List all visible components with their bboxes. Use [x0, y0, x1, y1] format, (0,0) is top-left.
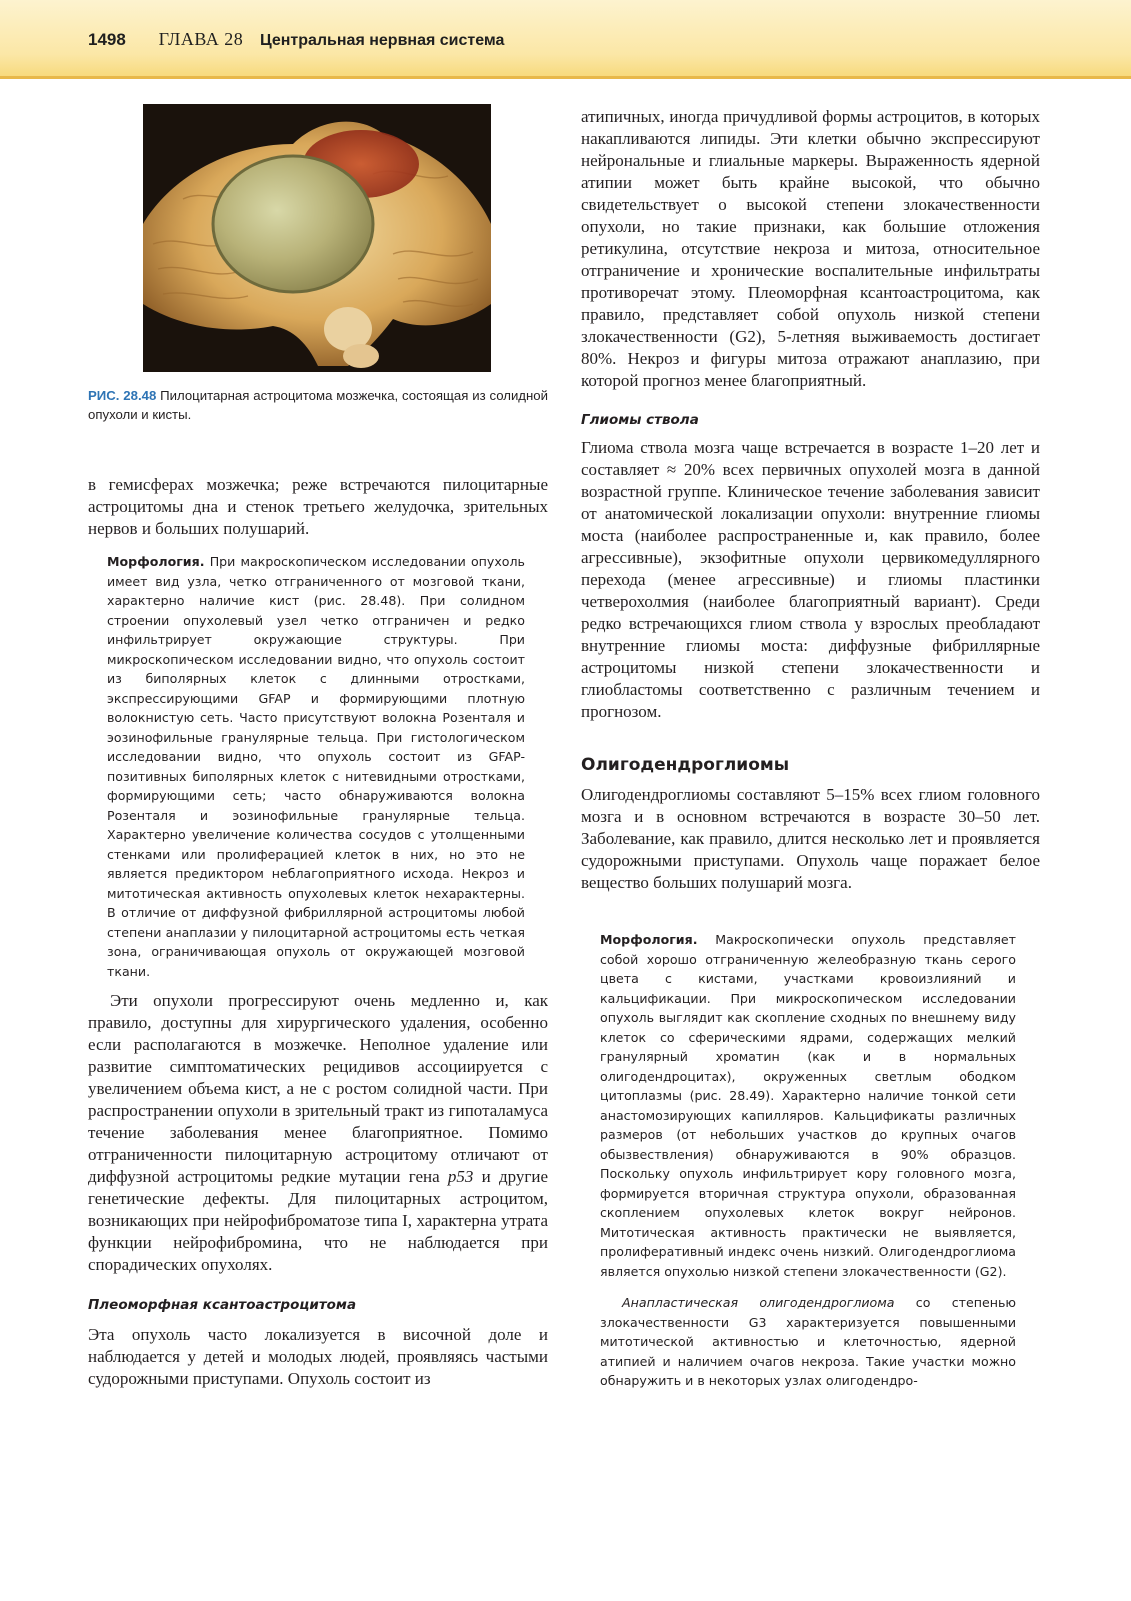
- figure-caption-text: Пилоцитарная астроцитома мозжечка, состоящая из солидной опухоли и кисты.: [88, 388, 548, 422]
- left-morphology-text: При макроскопическом исследовании опухоль имеет вид узла, четко отграниченного от мозговой ткани, характерно наличие кист (рис. 28.48). При солидном строении опухолевый узел четко отграничен и редко инфильтрирует окружающие структуры. При микроскопическом исследовании видно, что опухоль состоит из биполярных клеток с длинными отростками, экспрессирующими GFAP и формирующими плотную волокнистую сеть. Часто присутствуют волокна Розенталя и эозинофильные гранулярные тельца. При гистологическом исследовании видно, что опухоль состоит из GFAP-позитивных биполярных клеток с нитевидными отростками, формирующими сеть; часто обнаруживаются волокна Розенталя и эозинофильные гранулярные тельца. Характерно увеличение количества сосудов с утолщенными стенками или пролиферацией клеток в них, но это не является предиктором неблагоприятного исхода. Некроз и митотическая активность опухолевых клеток нехарактерны. В отличие от диффузной фибриллярной астроцитомы любой степени анаплазии у пилоцитарной астроцитомы есть четкая зона, ограничивающая опухоль от окружающей мозговой ткани.: [107, 554, 525, 979]
- right-morphology-text: Макроскопически опухоль представляет собой хорошо отграниченную желеобразную ткань серого цвета с кистами, участками кровоизлияний и кальцификации. При микроскопическом исследовании опухоль выглядит как скопление сходных по внешнему виду клеток со сферическими ядрами, содержащих мелкий гранулярный хроматин (как и в нормальных олигодендроцитах), окруженных светлым ободком цитоплазмы (рис. 28.49). Характерно наличие тонкой сети анастомозирующих капилляров. Кальцификаты различных размеров (от небольших участков до крупных очагов обызвествления) обнаруживаются в 90% образцов. Поскольку опухоль инфильтрирует кору головного мозга, формируется вторичная структура опухоли, образованная скоплением опухолевых клеток вокруг нейронов. Митотическая активность практически не выявляется, пролиферативный индекс очень низкий. Олигодендроглиома является опухолью низкой степени злокачественности (G2).: [600, 932, 1016, 1279]
- chapter-label: ГЛАВА 28: [158, 29, 244, 49]
- right-paragraph-2: Глиома ствола мозга чаще встречается в возрасте 1–20 лет и составляет ≈ 20% всех первичных опухолей мозга в данной возрастной группе. Клиническое течение заболевания зависит от анатомической локализации опухоли: внутренние глиомы моста (наиболее распространенные и, как правило, более агрессивные), экзофитные опухоли цервикомедуллярного перехода (менее агрессивные) и глиомы пластинки четверохолмия (наиболее благоприятный вариант). Среди редко встречающихся глиом ствола у взрослых преобладают внутренние глиомы моста: диффузные фибриллярные астроцитомы низкой степени злокачественности и глиобластомы соответственно с различным течением и прогнозом.: [581, 438, 1040, 721]
- left-morphology-label: Морфология.: [107, 554, 205, 569]
- right-morphology-anaplastic: [600, 1293, 1016, 1391]
- left-paragraph-2-a: Эти опухоли прогрессируют очень медленно и, как правило, доступны для хирургического удаления, особенно если располагаются в мозжечке. Неполное удаление или развитие симптоматических рецидивов ассоциируется с увеличением объема кист, а не с ростом солидной части. При распространении опухоли в зрительный тракт из гипоталамуса течение заболевания менее благоприятное. Помимо отграниченности пилоцитарную астроцитому отличают от диффузной астроцитомы редкие мутации гена: [88, 991, 548, 1186]
- figure-label: РИС. 28.48: [88, 388, 157, 403]
- section-title: Центральная нервная система: [259, 32, 505, 49]
- figure-photo-cerebellum: [143, 104, 491, 372]
- left-paragraph-3: Эта опухоль часто локализуется в височной доле и наблюдается у детей и молодых людей, проявляясь частыми судорожными приступами. Опухоль состоит из: [88, 1325, 548, 1388]
- right-paragraph-3: Олигодендроглиомы составляют 5–15% всех глиом головного мозга и в основном встречаются в возрасте 30–50 лет. Заболевание, как правило, длится несколько лет и проявляется судорожными приступами. Опухоль чаще поражает белое вещество больших полушарий мозга.: [581, 785, 1040, 892]
- header-rule: [0, 76, 1131, 79]
- right-morphology-label: Морфология.: [600, 932, 698, 947]
- right-morphology-box: [600, 930, 1016, 1281]
- gene-name: p53: [447, 1167, 474, 1186]
- page-number: 1498: [88, 30, 126, 49]
- right-paragraph-1: атипичных, иногда причудливой формы астроцитов, в которых накапливаются липиды. Эти клетки обычно экспрессируют нейрональные и глиальные маркеры. Выраженность ядерной атипии может быть крайне высокой, что обычно свидетельствует о высокой степени злокачественности опухоли, но такие признаки, как большие отложения ретикулина, отсутствие некроза и митоза, относительное отграничение и хронические воспалительные инфильтраты противоречат этому. Плеоморфная ксантоастроцитома, как правило, представляет собой опухоль низкой степени злокачественности (G2), 5-летняя выживаемость достигает 80%. Некроз и фигуры митоза отражают анаплазию, при которой прогноз менее благоприятный.: [581, 107, 1040, 390]
- running-head: [88, 29, 504, 50]
- heading-oligodendrogliomas: Олигодендроглиомы: [581, 755, 790, 775]
- subheading-pleomorphic-xanthoastrocytoma: Плеоморфная ксантоастроцитома: [88, 1297, 357, 1313]
- left-paragraph-1: в гемисферах мозжечка; реже встречаются пилоцитарные астроцитомы дна и стенок третьего желудочка, зрительных нервов и больших полушарий.: [88, 475, 548, 538]
- anaplastic-text: со степенью злокачественности G3 характеризуется повышенными митотической активностью и клеточностью, ядерной атипией и наличием очагов некроза. Такие участки можно обнаружить и в некоторых узлах олигодендро-: [600, 1295, 1016, 1388]
- figure-caption: [88, 386, 548, 424]
- left-paragraph-2-b: и другие генетические дефекты. Для пилоцитарных астроцитом, возникающих при нейрофиброматозе типа I, характерна утрата функции нейрофибромина, что не наблюдается при спорадических опухолях.: [88, 1167, 548, 1274]
- subheading-brainstem-gliomas: Глиомы ствола: [581, 412, 699, 428]
- left-paragraph-2: [88, 990, 548, 1276]
- anaplastic-term: Анапластическая олигодендроглиома: [622, 1295, 895, 1310]
- left-morphology-box: [107, 552, 525, 981]
